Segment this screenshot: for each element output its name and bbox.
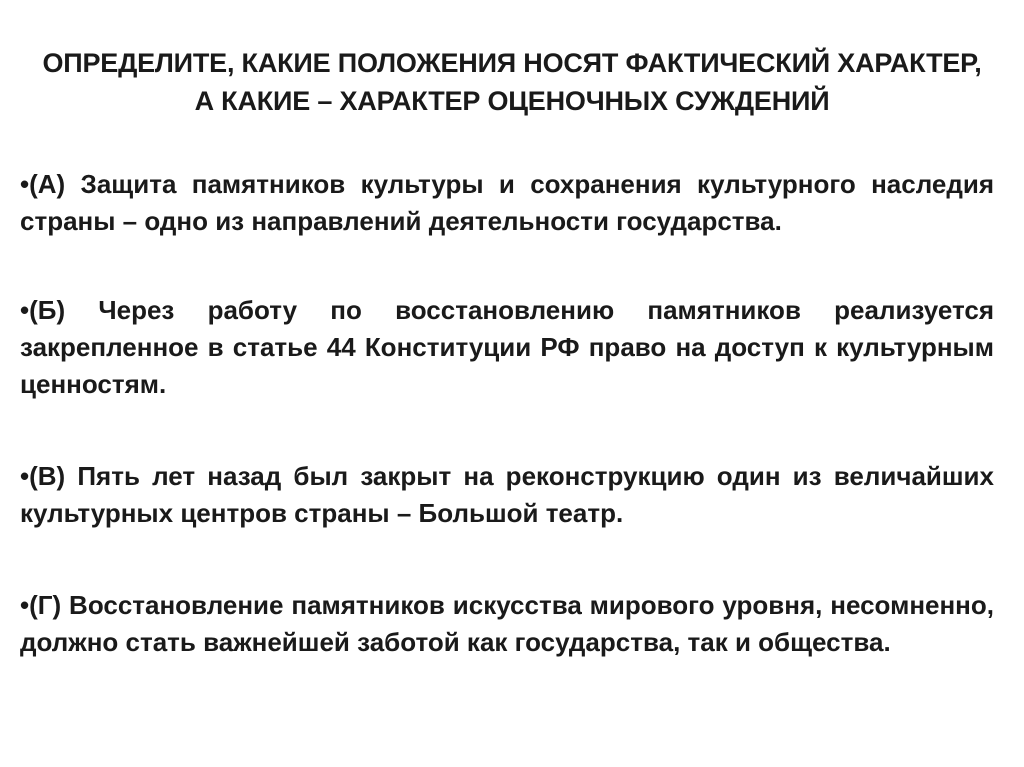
list-item-d — [20, 587, 994, 661]
list-item-text: (Г) Восстановление памятников искусства мирового уровня, несомненно, должно стать важнейшей заботой как государства, так и общества. — [20, 590, 994, 657]
bullet: • — [20, 169, 30, 199]
list-item-text: (В) Пять лет назад был закрыт на реконструкцию один из величайших культурных центров страны – Большой театр. — [20, 461, 994, 528]
list-item-b — [20, 292, 994, 403]
list-item-c — [20, 458, 994, 532]
bullet: • — [20, 461, 30, 491]
list-item-text: (Б) Через работу по восстановлению памятников реализуется закрепленное в статье 44 Конституции РФ право на доступ к культурным ценностям. — [20, 295, 994, 399]
bullet: • — [20, 295, 30, 325]
bullet: • — [20, 590, 30, 620]
list-item-text: (А) Защита памятников культуры и сохранения культурного наследия страны – одно из направлений деятельности государства. — [20, 169, 994, 236]
slide-title: ОПРЕДЕЛИТЕ, КАКИЕ ПОЛОЖЕНИЯ НОСЯТ ФАКТИЧЕСКИЙ ХАРАКТЕР, А КАКИЕ – ХАРАКТЕР ОЦЕНОЧНЫХ СУЖДЕНИЙ — [42, 48, 982, 116]
list-item-a — [20, 166, 994, 240]
